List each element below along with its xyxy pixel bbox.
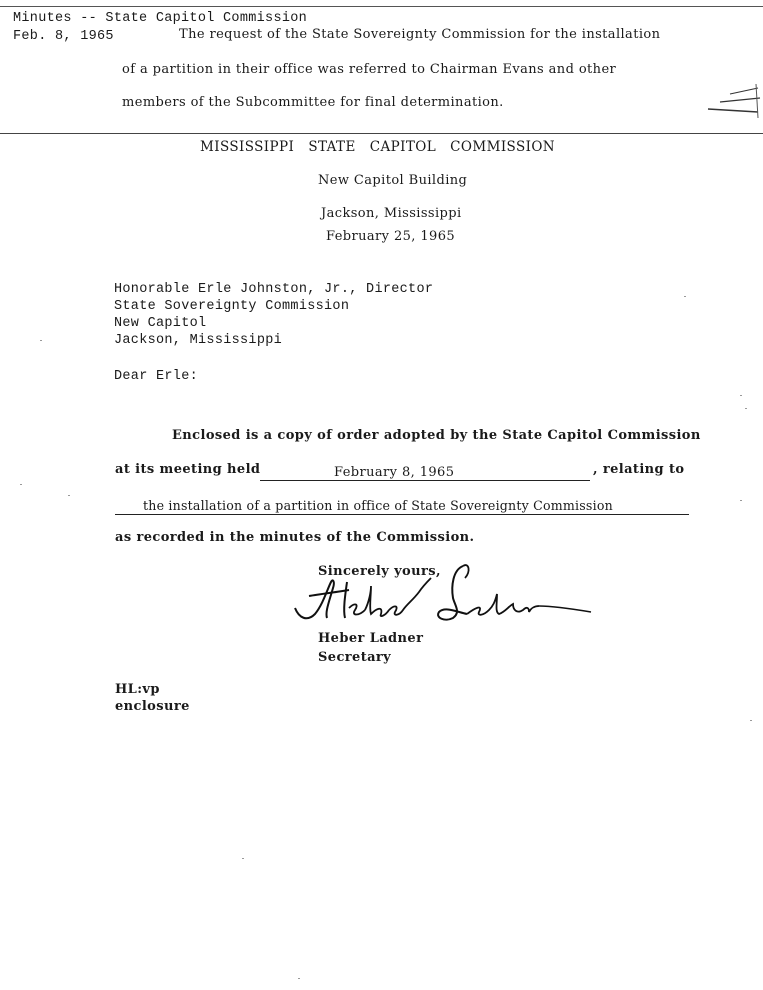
scan-speck [684,296,686,297]
meeting-date-blank [260,480,590,481]
enclosure-note: enclosure [115,699,190,714]
meeting-prefix: at its meeting held [115,462,261,477]
scan-speck [20,484,22,485]
minutes-header-date: Feb. 8, 1965 [13,29,114,44]
scan-speck [242,858,244,859]
letter-date: February 25, 1965 [326,229,456,244]
signer-name: Heber Ladner [318,631,424,646]
minutes-body-line-2: of a partition in their office was referred to Chairman Evans and other [122,62,617,77]
signer-title: Secretary [318,650,392,665]
letterhead-building: New Capitol Building [318,173,468,188]
clipping-marks [700,82,763,122]
subject-blank [115,514,689,515]
clipping-divider [0,133,763,134]
scan-speck [40,340,42,341]
letterhead-organization: MISSISSIPPI STATE CAPITOL COMMISSION [200,139,556,155]
closing-line: as recorded in the minutes of the Commission. [115,530,475,545]
letterhead-city: Jackson, Mississippi [321,206,462,221]
scan-speck [298,978,300,979]
typist-initials: HL:vp [115,682,160,697]
minutes-body-line-3: members of the Subcommittee for final determination. [122,95,504,110]
scan-speck [745,408,747,409]
top-border-line [0,6,763,7]
scan-speck [740,395,742,396]
minutes-body-line-1: The request of the State Sovereignty Commission for the installation [179,27,661,42]
subject-text: the installation of a partition in office of State Sovereignty Commission [143,498,613,513]
scan-speck [740,500,742,501]
scan-speck [750,720,752,721]
scan-speck [68,495,70,496]
sincerely: Sincerely yours, [318,564,441,579]
meeting-date: February 8, 1965 [334,465,455,480]
minutes-header-title: Minutes -- State Capitol Commission [13,11,308,26]
meeting-suffix: , relating to [593,462,685,477]
body-paragraph-start: Enclosed is a copy of order adopted by the State Capitol Commission [172,428,701,443]
handwritten-signature [285,556,595,634]
recipient-line-3: New Capitol [114,316,207,331]
recipient-line-2: State Sovereignty Commission [114,299,350,314]
recipient-line-1: Honorable Erle Johnston, Jr., Director [114,282,434,297]
recipient-line-4: Jackson, Mississippi [114,333,283,348]
salutation: Dear Erle: [114,369,199,384]
